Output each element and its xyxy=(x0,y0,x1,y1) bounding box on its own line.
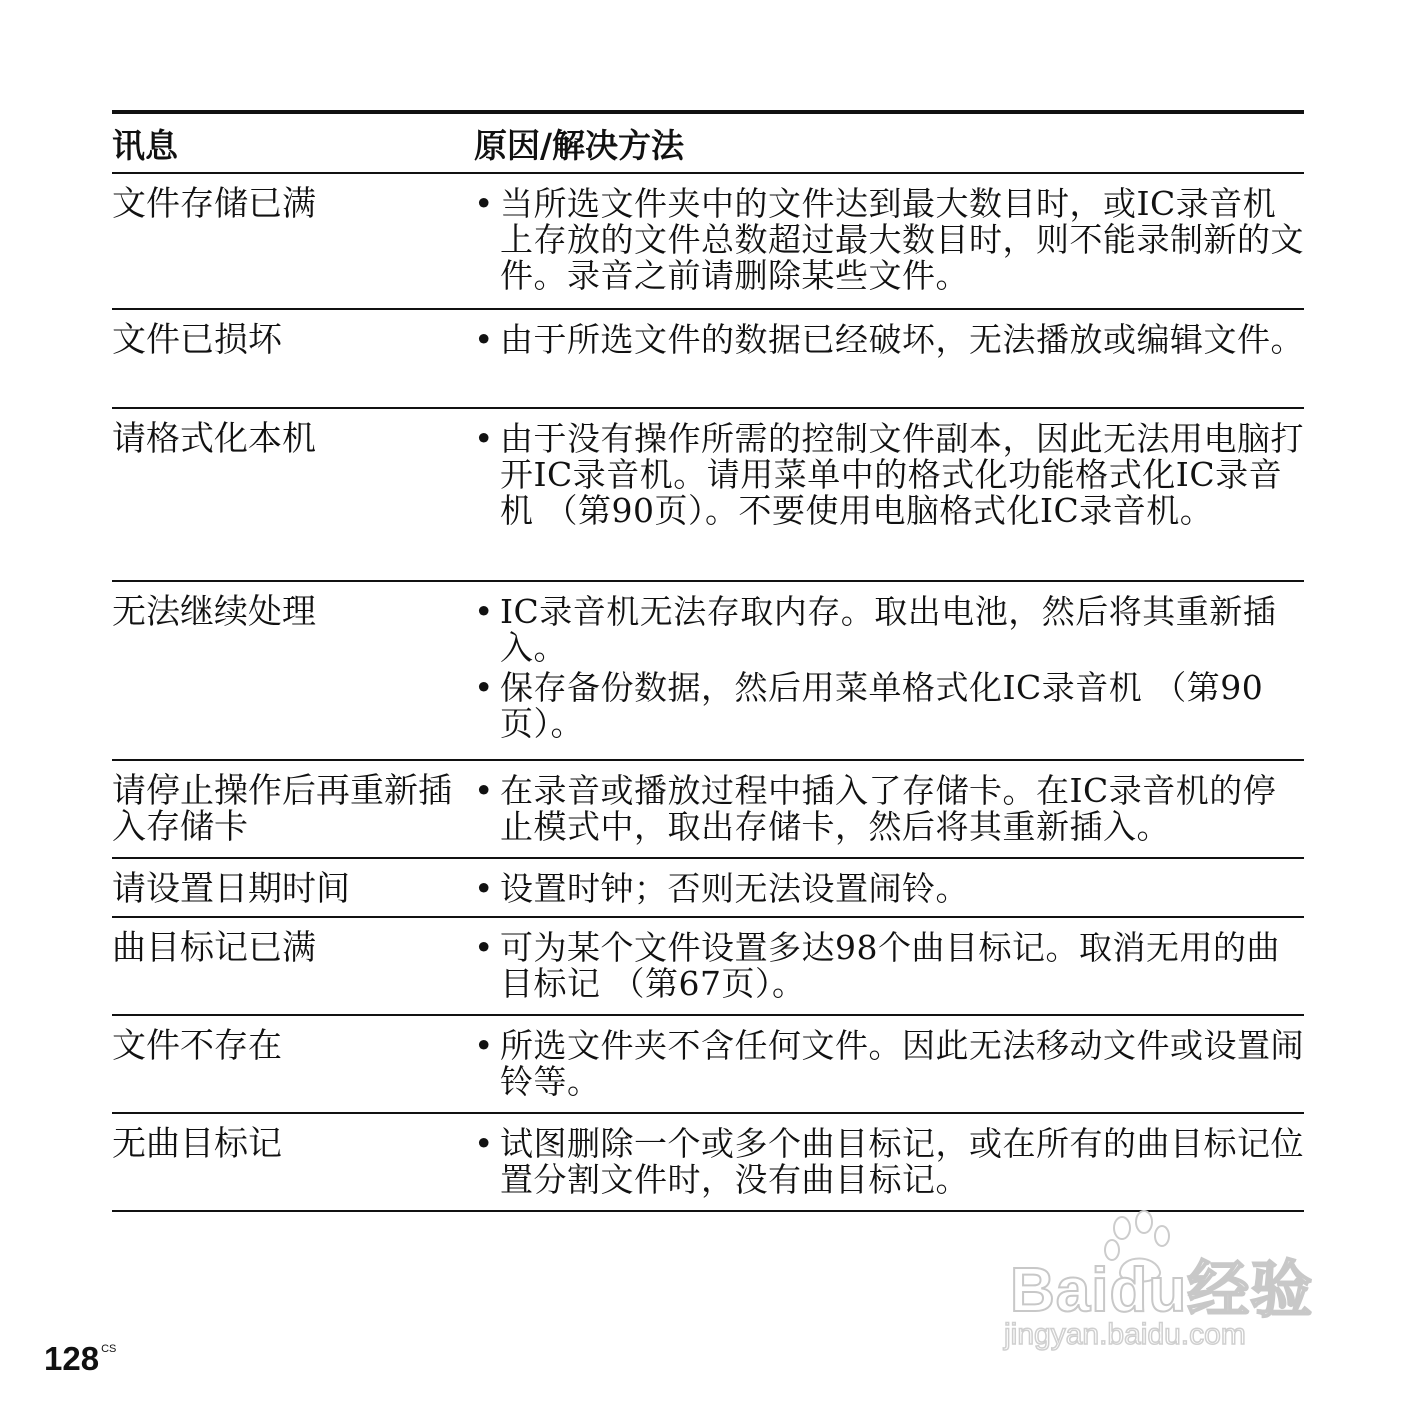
row-cause: • 保存备份数据，然后用菜单格式化IC录音机 （第90页）。 xyxy=(474,670,1304,742)
row-message: 请格式化本机 xyxy=(112,419,316,459)
row-cause: • 所选文件夹不含任何文件。因此无法移动文件或设置闹铃等。 xyxy=(474,1028,1304,1100)
row-cause: • 可为某个文件设置多达98个曲目标记。取消无用的曲目标记 （第67页）。 xyxy=(474,930,1304,1002)
row-message: 文件已损坏 xyxy=(112,320,282,360)
watermark-logo: Baidu经验 xyxy=(1010,1256,1314,1325)
header-cause: 原因/解决方法 xyxy=(474,125,685,165)
troubleshooting-table xyxy=(112,110,1304,1212)
row-cause: • 由于没有操作所需的控制文件副本，因此无法用电脑打开IC录音机。请用菜单中的格式化功能格式化IC录音机 （第90页）。不要使用电脑格式化IC录音机。 xyxy=(474,421,1304,529)
row-cause: • 设置时钟；否则无法设置闹铃。 xyxy=(474,871,1304,907)
table-row xyxy=(112,761,1304,859)
page-number-value: 128 xyxy=(44,1340,100,1377)
row-message: 曲目标记已满 xyxy=(112,928,316,968)
table-row xyxy=(112,859,1304,918)
row-message: 请设置日期时间 xyxy=(112,869,350,909)
row-cause: • 试图删除一个或多个曲目标记，或在所有的曲目标记位置分割文件时，没有曲目标记。 xyxy=(474,1126,1304,1198)
table-header xyxy=(112,114,1304,174)
row-cause: • 当所选文件夹中的文件达到最大数目时，或IC录音机上存放的文件总数超过最大数目时，则不能录制新的文件。录音之前请删除某些文件。 xyxy=(474,186,1304,294)
row-message: 无法继续处理 xyxy=(112,592,316,632)
table-row xyxy=(112,918,1304,1016)
table-row xyxy=(112,174,1304,310)
row-cause: • 在录音或播放过程中插入了存储卡。在IC录音机的停止模式中，取出存储卡，然后将其重新插入。 xyxy=(474,773,1304,845)
row-message: 无曲目标记 xyxy=(112,1124,282,1164)
watermark-url: jingyan.baidu.com xyxy=(1004,1318,1246,1351)
table-row xyxy=(112,310,1304,409)
table-row xyxy=(112,409,1304,582)
row-message: 文件存储已满 xyxy=(112,184,316,224)
row-message: 请停止操作后再重新插入存储卡 xyxy=(112,771,452,847)
header-message: 讯息 xyxy=(112,125,178,165)
table-row xyxy=(112,1016,1304,1114)
table-row xyxy=(112,1114,1304,1212)
table-row xyxy=(112,582,1304,761)
baidu-watermark xyxy=(1000,1210,1330,1370)
row-message: 文件不存在 xyxy=(112,1026,282,1066)
page-number xyxy=(44,1340,116,1378)
page-number-suffix: CS xyxy=(101,1343,117,1355)
row-cause: • 由于所选文件的数据已经破坏，无法播放或编辑文件。 xyxy=(474,322,1304,358)
row-cause: • IC录音机无法存取内存。取出电池，然后将其重新插入。 xyxy=(474,594,1304,666)
